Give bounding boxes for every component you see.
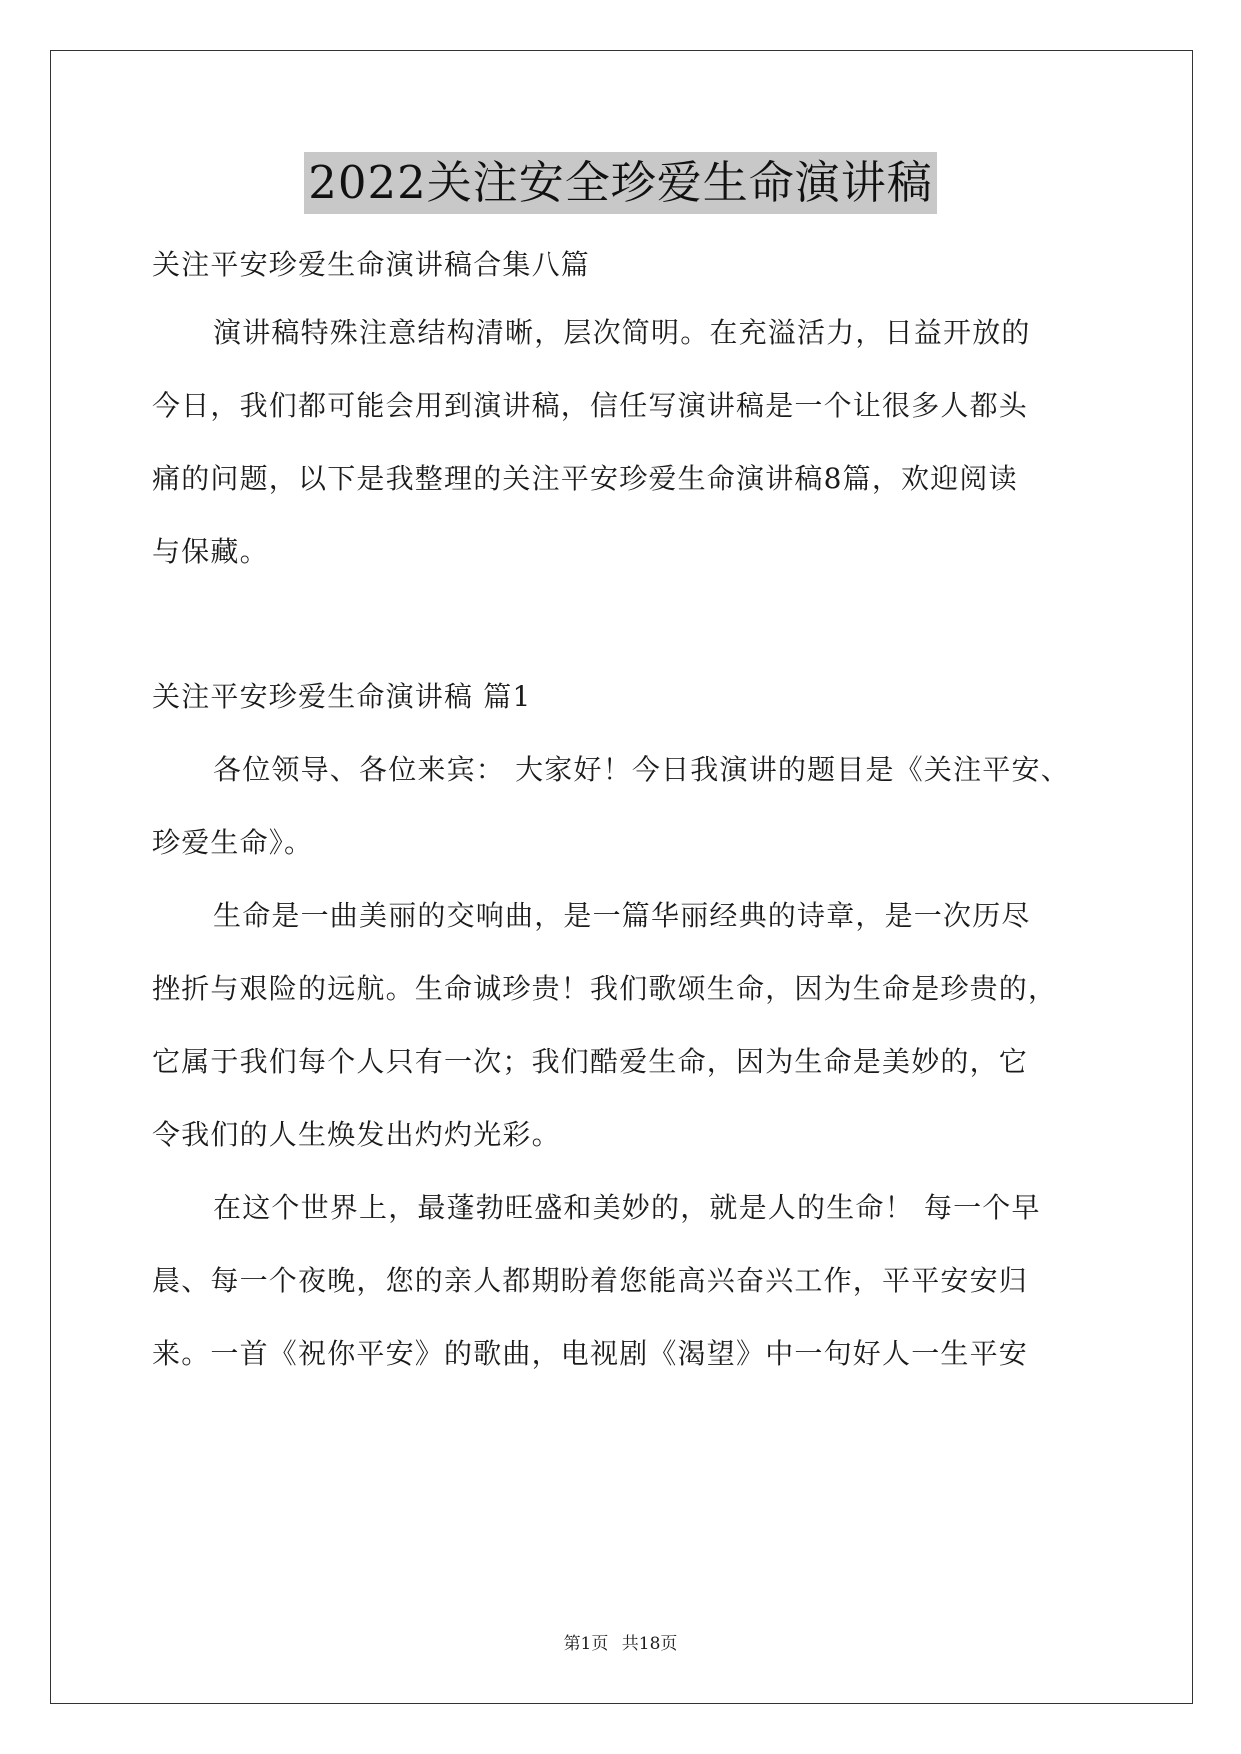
paragraph-line: 演讲稿特殊注意结构清晰，层次简明。在充溢活力，日益开放的 xyxy=(213,316,1031,349)
paragraph-line: 生命是一曲美丽的交响曲，是一篇华丽经典的诗章，是一次历尽 xyxy=(213,899,1031,932)
paragraph-line: 令我们的人生焕发出灼灼光彩。 xyxy=(152,1118,561,1151)
paragraph-line: 它属于我们每个人只有一次；我们酷爱生命，因为生命是美妙的，它 xyxy=(152,1045,1029,1078)
page-border xyxy=(50,50,1193,1704)
page-footer xyxy=(0,1632,1241,1656)
page-number: 第1页 xyxy=(563,1634,609,1654)
title-container xyxy=(0,152,1241,214)
paragraph-line: 今日，我们都可能会用到演讲稿，信任写演讲稿是一个让很多人都头 xyxy=(152,389,1029,422)
paragraph-line: 来。一首《祝你平安》的歌曲，电视剧《渴望》中一句好人一生平安 xyxy=(152,1337,1029,1370)
paragraph-line: 在这个世界上，最蓬勃旺盛和美妙的，就是人的生命！ 每一个早 xyxy=(213,1191,1041,1224)
paragraph-line: 珍爱生命》。 xyxy=(152,826,314,859)
section-heading: 关注平安珍爱生命演讲稿 篇1 xyxy=(152,680,532,713)
page-total: 共18页 xyxy=(621,1634,678,1654)
paragraph-line: 与保藏。 xyxy=(152,535,269,568)
paragraph-line: 各位领导、各位来宾： 大家好！今日我演讲的题目是《关注平安、 xyxy=(213,753,1070,786)
document-title: 2022关注安全珍爱生命演讲稿 xyxy=(304,152,937,214)
paragraph-line: 痛的问题，以下是我整理的关注平安珍爱生命演讲稿8篇，欢迎阅读 xyxy=(152,462,1018,495)
paragraph-line: 挫折与艰险的远航。生命诚珍贵！我们歌颂生命，因为生命是珍贵的， xyxy=(152,972,1058,1005)
paragraph-line: 晨、每一个夜晚，您的亲人都期盼着您能高兴奋兴工作，平平安安归 xyxy=(152,1264,1029,1297)
subtitle-line: 关注平安珍爱生命演讲稿合集八篇 xyxy=(152,248,591,281)
